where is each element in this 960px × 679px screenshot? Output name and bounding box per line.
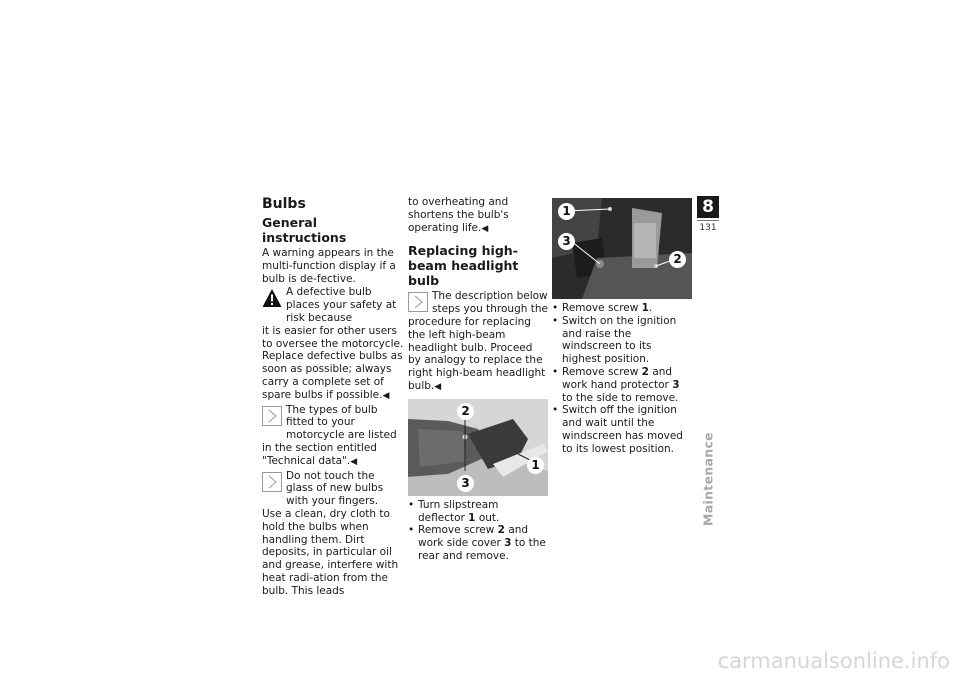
column-2 [408,196,548,563]
warning-text-rest: it is easier for other users to oversee the motorcycle. Replace defective bulbs as soon as possible; always carry a complete set of spare bulbs if possible.◀ [262,324,404,401]
photo-side-cover [408,399,548,496]
list-item: • Switch on the ignition and raise the windscreen to its highest position. [552,315,692,366]
divider [697,220,719,221]
note-block-description [408,290,548,393]
note-block-glass [262,470,404,598]
chapter-number: 8 [697,196,719,218]
note-triangle-icon [408,292,428,312]
steps-list-1 [408,499,548,563]
column-1 [262,196,404,598]
section-heading-high-beam: Replacing high-beam headlight bulb [408,243,519,289]
photo-label-1: 1 [558,203,575,220]
list-item: • Turn slipstream deflector 1 out. [408,499,548,525]
note-block-bulb-types [262,404,404,469]
photo-hand-protector [552,198,692,299]
end-mark-icon: ◀ [382,390,390,401]
end-mark-icon: ◀ [481,223,489,234]
photo-label-3: 3 [457,475,474,492]
list-item: • Switch off the ignition and wait until the windscreen has moved to its lowest position. [552,404,692,455]
photo-label-1: 1 [527,457,544,474]
photo-label-3: 3 [558,233,575,250]
note-text-first: Do not touch the glass of new bulbs with your fingers. [286,469,384,508]
steps-list-2 [552,302,692,456]
end-mark-icon: ◀ [350,456,358,467]
note-text-rest: Use a clean, dry cloth to hold the bulbs when handling them. Dirt deposits, in particular oil and grease, interfere with heat radi-ation from the bulb. This leads [262,507,399,597]
photo-label-2: 2 [669,251,686,268]
note-text-rest: procedure for replacing the left high-beam headlight bulb. Proceed by analogy to replace the right high-beam headlight bulb.◀ [408,315,546,392]
continuation-text: to overheating and shortens the bulb's operating life.◀ [408,196,509,234]
list-item: • Remove screw 1. [552,302,692,315]
note-text-first: The description below steps you through the [432,290,548,316]
warning-triangle-icon [262,288,282,308]
watermark: carmanualsonline.info [717,649,950,673]
photo-label-2: 2 [457,403,474,420]
end-mark-icon: ◀ [434,381,442,392]
section-label: Maintenance [700,432,716,526]
note-triangle-icon [262,472,282,492]
chapter-tab [697,196,719,526]
list-item: • Remove screw 2 and work side cover 3 to the rear and remove. [408,524,548,562]
note-text-first: The types of bulb fitted to your motorcycle are listed [286,403,397,442]
note-triangle-icon [262,406,282,426]
page-title: Bulbs [262,196,306,212]
warning-text-first: A defective bulb places your safety at risk because [286,286,397,324]
warning-block [262,286,404,402]
note-text-rest: in the section entitled "Technical data".◀ [262,441,377,467]
page-number: 131 [699,223,717,233]
column-3 [552,196,692,456]
list-item: • Remove screw 2 and work hand protector 3 to the side to remove. [552,366,692,404]
section-heading-general: General instructions [262,215,347,245]
intro-paragraph: A warning appears in the multi-function display if a bulb is de-fective. [262,247,396,285]
